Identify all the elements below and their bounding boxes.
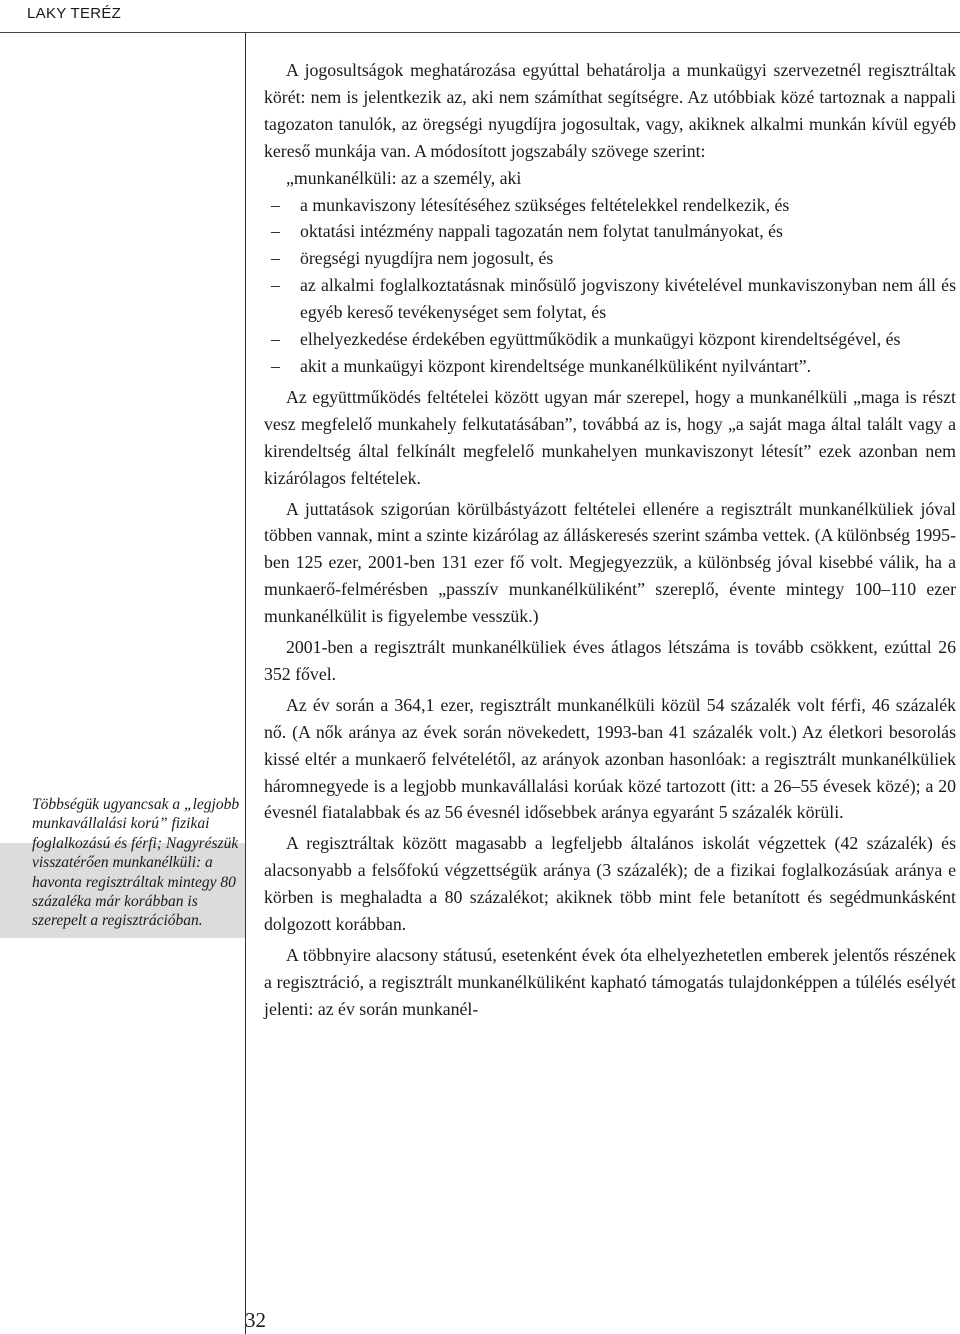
definition-item: – akit a munkaügyi központ kirendeltsége munkanélküliként nyilvántart”. [264,353,956,380]
paragraph-5: Az év során a 364,1 ezer, regisztrált munkanélküli közül 54 százalék volt férfi, 46 százalék nő. (A nők aránya az évek során növekedett, 1993-ban 41 százalék volt.) Az életkori besorolás kissé eltér a munkaerő felvételétől, az arányok azonban hasonlóak: a regisztrált munkanélküliek háromnegyede is a legjobb munkavállalási korúak közé tartozott (itt: a 26–55 évesek közé); a 20 évesnél fiatalabbak és az 56 évesnél idősebbek aránya egyaránt 5 százalék körüli. [264,694,956,823]
header-rule [0,32,960,33]
paragraph-2: Az együttműködés feltételei között ugyan már szerepel, hogy a munkanélküli „maga is részt vesz megfelelő munkahely felkutatásában”, továbbá az is, hogy „a saját maga által talált vagy a kirendeltség által felkínált megfelelő munkahelyen munkaviszonyt létesít” ezek azonban nem kizárólagos feltételek. [264,386,956,488]
page-number: 32 [245,1308,266,1332]
paragraph-4: 2001-ben a regisztrált munkanélküliek éves átlagos létszáma is tovább csökkent, ezúttal 26 352 fővel. [264,637,956,684]
definition-item: – a munkaviszony létesítéséhez szükséges feltételekkel rendelkezik, és [264,192,956,219]
main-text-column [264,57,956,1023]
definition-list [264,192,956,380]
paragraph-1: A jogosultságok meghatározása egyúttal behatárolja a munkaügyi szervezetnél regisztráltak körét: nem is jelentkezik az, aki nem számíthat segítségre. Az utóbbiak közé tartoznak a nappali tagozaton tanulók, az öregségi nyugdíjra jogosultak, vagy, akiknek alkalmi munkán kívül egyéb kereső munkája van. A módosított jogszabály szövege szerint: [264,60,956,161]
running-header-author: LAKY TERÉZ [27,5,122,22]
definition-item: – oktatási intézmény nappali tagozatán nem folytat tanulmányokat, és [264,218,956,245]
paragraph-3: A juttatások szigorúan körülbástyázott feltételei ellenére a regisztrált munkanélküliek jóval többen vannak, mint a szinte kizárólag az álláskeresés szerint számba vettek. (A különbség 1995-ben 125 ezer, 2001-ben 131 ezer fő volt. Megjegyezzük, a különbség jóval kisebbé válik, ha a munkaerő-felmérésben „passzív munkanélküliként” szereplő, évente mintegy 100–110 ezer munkanélkülit is figyelembe vesszük.) [264,498,956,627]
definition-item: – elhelyezkedése érdekében együttműködik a munkaügyi központ kirendeltségével, és [264,326,956,353]
definition-item: – az alkalmi foglalkoztatásnak minősülő jogviszony kivételével munkaviszonyban nem áll és egyéb kereső tevékenységet sem folytat, és [264,272,956,326]
paragraph-6: A regisztráltak között magasabb a legfeljebb általános iskolát végzettek (42 százalék) és alacsonyabb a felsőfokú végzettségük aránya (3 százalék); de a fizikai foglalkozásúak aránya e körben is meghaladta a 80 százalékot; akiknek több mint fele betanított és segédmunkásként dolgozott korábban. [264,833,956,935]
paragraph-7: A többnyire alacsony státusú, esetenként évek óta elhelyezhetetlen emberek jelentős részének a regisztráció, a regisztrált munkanélküliként kapható támogatás tulajdonképpen a túlélés esélyét jelenti: az év során munkanél- [264,945,956,1019]
definition-item: – öregségi nyugdíjra nem jogosult, és [264,245,956,272]
margin-note: Többségük ugyancsak a „legjobb munkavállalási korú” fizikai foglalkozású és férfi; Nagyrészük visszatérően munkanélküli: a havonta regisztráltak mintegy 80 százaléka már korábban is szerepelt a regisztrációban. [32,796,240,930]
column-divider [245,33,246,1334]
quote-intro: „munkanélküli: az a személy, aki [286,167,522,188]
